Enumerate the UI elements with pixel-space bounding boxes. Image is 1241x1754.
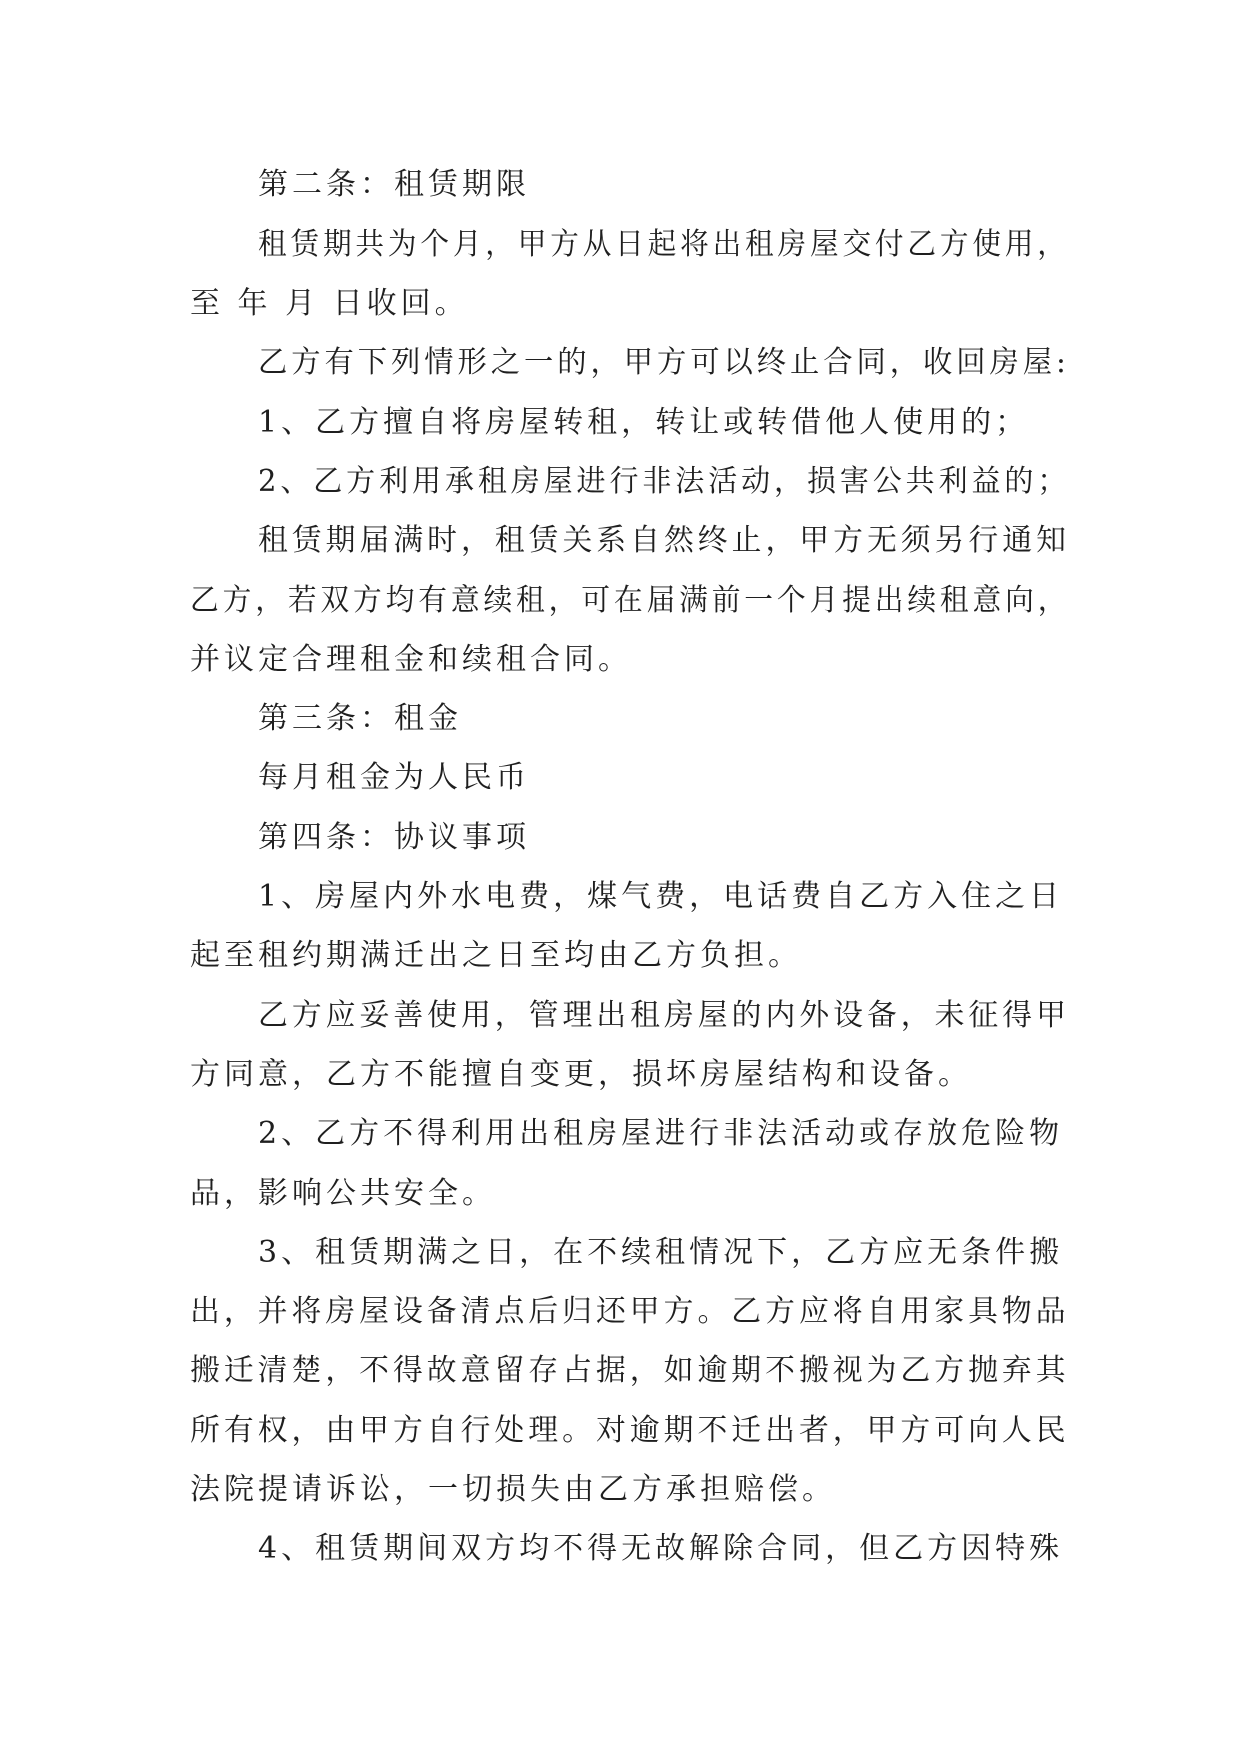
- paragraph-line: 至 年 月 日收回。: [190, 286, 469, 321]
- paragraph-line: 租赁期共为个月，甲方从日起将出租房屋交付乙方使用，: [258, 227, 1070, 262]
- list-item: 2、乙方不得利用出租房屋进行非法活动或存放危险物: [258, 1116, 1064, 1151]
- list-item: 1、房屋内外水电费，煤气费，电话费自乙方入住之日: [258, 879, 1064, 914]
- paragraph-line: 起至租约期满迁出之日至均由乙方负担。: [190, 938, 802, 973]
- paragraph-line: 租赁期届满时，租赁关系自然终止，甲方无须另行通知: [258, 523, 1070, 558]
- paragraph-line: 出，并将房屋设备清点后归还甲方。乙方应将自用家具物品: [190, 1294, 1070, 1329]
- section-heading-agreement: 第四条：协议事项: [258, 820, 530, 855]
- list-item: 2、乙方利用承租房屋进行非法活动，损害公共利益的；: [258, 464, 1071, 499]
- list-item: 1、乙方擅自将房屋转租，转让或转借他人使用的；: [258, 405, 1030, 440]
- paragraph-line: 并议定合理租金和续租合同。: [190, 642, 632, 677]
- paragraph-line: 乙方应妥善使用，管理出租房屋的内外设备，未征得甲: [258, 998, 1070, 1033]
- paragraph-line: 品，影响公共安全。: [190, 1176, 496, 1211]
- list-item: 3、租赁期满之日，在不续租情况下，乙方应无条件搬: [258, 1235, 1064, 1270]
- paragraph-line: 乙方有下列情形之一的，甲方可以终止合同，收回房屋:: [258, 345, 1070, 380]
- section-heading-rent: 第三条：租金: [258, 701, 462, 736]
- list-item: 4、租赁期间双方均不得无故解除合同，但乙方因特殊: [258, 1531, 1064, 1566]
- paragraph-line: 乙方，若双方均有意续租，可在届满前一个月提出续租意向，: [190, 583, 1071, 618]
- paragraph-line: 方同意，乙方不能擅自变更，损坏房屋结构和设备。: [190, 1057, 972, 1092]
- paragraph-line: 每月租金为人民币: [258, 760, 530, 795]
- paragraph-line: 搬迁清楚，不得故意留存占据，如逾期不搬视为乙方抛弃其: [190, 1353, 1070, 1388]
- paragraph-line: 所有权，由甲方自行处理。对逾期不迁出者，甲方可向人民: [190, 1413, 1070, 1448]
- paragraph-line: 法院提请诉讼，一切损失由乙方承担赔偿。: [190, 1472, 836, 1507]
- section-heading-lease-term: 第二条：租赁期限: [258, 167, 530, 202]
